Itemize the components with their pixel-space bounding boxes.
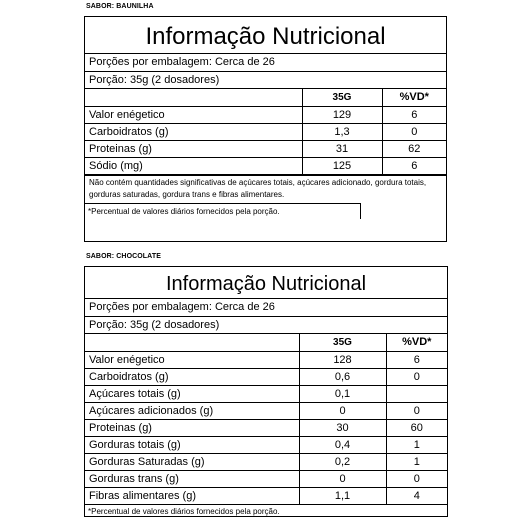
footnote: *Percentual de valores diários fornecidos pela porção. xyxy=(88,506,280,516)
table-row xyxy=(85,487,447,504)
nutrient-label: Açúcares totais (g) xyxy=(85,385,299,402)
nutrient-label: Carboidratos (g) xyxy=(85,123,302,140)
table-row xyxy=(85,419,447,436)
nutrient-amount: 31 xyxy=(302,140,382,157)
nutrient-amount: 125 xyxy=(302,157,382,174)
footnote-box xyxy=(85,203,361,219)
nutrient-vd: 6 xyxy=(382,106,446,123)
nutrient-label: Gorduras Saturadas (g) xyxy=(85,453,299,470)
table-row xyxy=(85,402,447,419)
nutrient-vd: 6 xyxy=(382,157,446,174)
table-row xyxy=(85,470,447,487)
nutrition-table-chocolate xyxy=(84,266,448,517)
nutrition-table-vanilla xyxy=(84,16,447,242)
column-header-amount: 35G xyxy=(299,334,386,351)
serving-size: Porção: 35g (2 dosadores) xyxy=(85,317,447,334)
nutrient-amount: 0,2 xyxy=(299,453,386,470)
nutrient-label: Valor enégetico xyxy=(85,106,302,123)
serving-size: Porção: 35g (2 dosadores) xyxy=(85,72,446,89)
table-row xyxy=(85,140,446,157)
nutrient-amount: 128 xyxy=(299,351,386,368)
nutrient-amount: 30 xyxy=(299,419,386,436)
nutrient-label: Proteinas (g) xyxy=(85,419,299,436)
table-row xyxy=(85,351,447,368)
nutrient-amount: 129 xyxy=(302,106,382,123)
nutrient-vd: 0 xyxy=(386,402,447,419)
nutrient-amount: 0 xyxy=(299,402,386,419)
nutrient-amount: 1,1 xyxy=(299,487,386,504)
nutrient-amount: 1,3 xyxy=(302,123,382,140)
nutrient-vd xyxy=(386,385,447,402)
table-row xyxy=(85,385,447,402)
nutrient-label: Gorduras totais (g) xyxy=(85,436,299,453)
nutrient-amount: 0,1 xyxy=(299,385,386,402)
flavor-label: SABOR: BAUNILHA xyxy=(86,3,154,10)
footnote: *Percentual de valores diários fornecidos pela porção. xyxy=(88,206,280,216)
flavor-label: SABOR: CHOCOLATE xyxy=(86,253,161,260)
nutrient-vd: 4 xyxy=(386,487,447,504)
nutrition-note: Não contém quantidades significativas de açúcares totais, açúcares adicionado, gordura totais, gorduras saturadas, gordura trans e fibras alimentares. xyxy=(85,175,446,203)
table-title: Informação Nutricional xyxy=(85,17,446,54)
nutrient-label: Proteinas (g) xyxy=(85,140,302,157)
nutrient-vd: 0 xyxy=(386,470,447,487)
nutrient-vd: 6 xyxy=(386,351,447,368)
nutrient-label: Açúcares adicionados (g) xyxy=(85,402,299,419)
nutrient-vd: 1 xyxy=(386,453,447,470)
nutrient-label: Fibras alimentares (g) xyxy=(85,487,299,504)
nutrient-grid xyxy=(85,334,447,505)
nutrient-amount: 0 xyxy=(299,470,386,487)
nutrient-label: Sódio (mg) xyxy=(85,157,302,174)
servings-per-package: Porções por embalagem: Cerca de 26 xyxy=(85,54,446,72)
header-blank-cell xyxy=(85,89,302,106)
column-header-amount: 35G xyxy=(302,89,382,106)
header-blank-cell xyxy=(85,334,299,351)
table-title: Informação Nutricional xyxy=(85,267,447,299)
table-row xyxy=(85,453,447,470)
nutrient-grid xyxy=(85,89,446,175)
table-row xyxy=(85,157,446,174)
nutrient-label: Carboidratos (g) xyxy=(85,368,299,385)
table-row xyxy=(85,368,447,385)
nutrient-vd: 62 xyxy=(382,140,446,157)
nutrient-label: Gorduras trans (g) xyxy=(85,470,299,487)
servings-per-package: Porções por embalagem: Cerca de 26 xyxy=(85,299,447,317)
nutrient-amount: 0,6 xyxy=(299,368,386,385)
table-row xyxy=(85,123,446,140)
nutrient-amount: 0,4 xyxy=(299,436,386,453)
nutrient-vd: 0 xyxy=(382,123,446,140)
column-header-vd: %VD* xyxy=(386,334,447,351)
table-row xyxy=(85,106,446,123)
nutrient-vd: 0 xyxy=(386,368,447,385)
column-header-vd: %VD* xyxy=(382,89,446,106)
nutrient-vd: 1 xyxy=(386,436,447,453)
table-row xyxy=(85,436,447,453)
nutrient-label: Valor enégetico xyxy=(85,351,299,368)
nutrient-vd: 60 xyxy=(386,419,447,436)
